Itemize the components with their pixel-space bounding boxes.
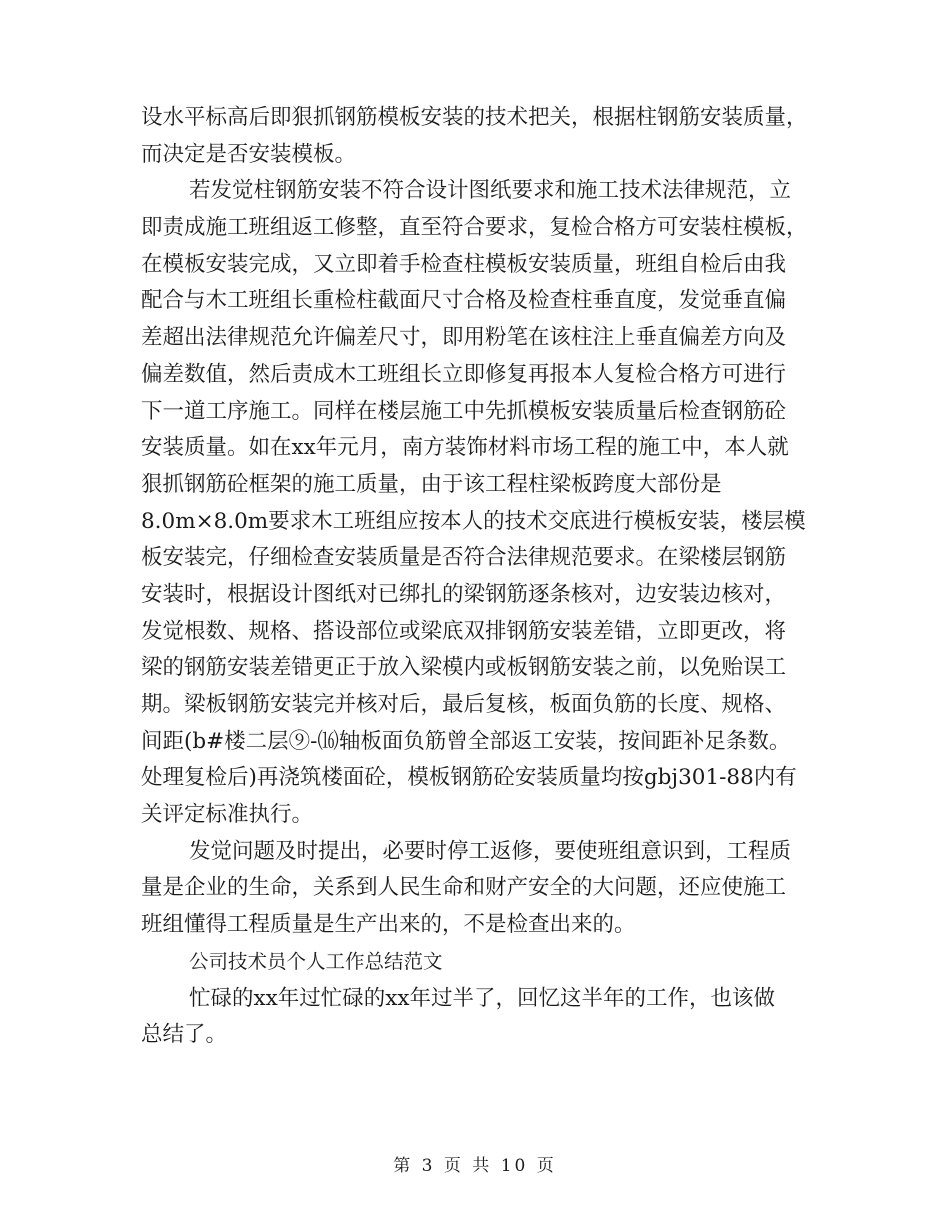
text-line: 设水平标高后即狠抓钢筋模板安装的技术把关，根据柱钢筋安装质量， bbox=[141, 105, 808, 130]
paragraph-first-line: 发觉问题及时提出，必要时停工返修，要使班组意识到，工程质 bbox=[189, 838, 792, 864]
section-heading: 公司技术员个人工作总结范文 bbox=[189, 949, 443, 973]
text-line: 而决定是否安装模板。 bbox=[141, 141, 357, 167]
text-line: 即责成施工班组返工修整，直至符合要求，复检合格方可安装柱模板， bbox=[141, 215, 808, 241]
text-line: 在模板安装完成，又立即着手检查柱模板安装质量，班组自检后由我 bbox=[141, 251, 787, 277]
text-line: 板安装完，仔细检查安装质量是否符合法律规范要求。在梁楼层钢筋 bbox=[141, 545, 787, 571]
text-line: 安装质量。如在xx年元月，南方装饰材料市场工程的施工中，本人就 bbox=[141, 435, 789, 461]
text-line: 期。梁板钢筋安装完并核对后，最后复核，板面负筋的长度、规格、 bbox=[141, 692, 787, 717]
text-line: 间距(b#楼二层⑨-⒃轴板面负筋曾全部返工安装，按间距补足条数。 bbox=[141, 728, 791, 754]
paragraph-first-line: 若发觉柱钢筋安装不符合设计图纸要求和施工技术法律规范，立 bbox=[189, 178, 792, 204]
text-line: 总结了。 bbox=[141, 1022, 228, 1048]
text-line: 关评定标准执行。 bbox=[141, 802, 314, 828]
text-line: 班组懂得工程质量是生产出来的，不是检查出来的。 bbox=[141, 912, 636, 938]
text-line: 8.0m×8.0m要求木工班组应按本人的技术交底进行模板安装，楼层模 bbox=[141, 508, 806, 534]
document-body bbox=[141, 100, 809, 1054]
text-line: 安装时，根据设计图纸对已绑扎的梁钢筋逐条核对，边安装边核对， bbox=[141, 581, 787, 607]
page-number-footer: 第 3 页 共 10 页 bbox=[393, 1156, 557, 1176]
paragraph-first-line: 忙碌的xx年过忙碌的xx年过半了，回忆这半年的工作，也该做 bbox=[189, 985, 776, 1011]
text-line: 梁的钢筋安装差错更正于放入梁模内或板钢筋安装之前，以免贻误工 bbox=[141, 655, 787, 681]
text-line: 偏差数值，然后责成木工班组长立即修复再报本人复检合格方可进行 bbox=[141, 361, 787, 387]
text-line: 下一道工序施工。同样在楼层施工中先抓模板安装质量后检查钢筋砼 bbox=[141, 398, 787, 424]
text-line: 发觉根数、规格、搭设部位或梁底双排钢筋安装差错，立即更改，将 bbox=[141, 618, 787, 644]
text-line: 配合与木工班组长重检柱截面尺寸合格及检查柱垂直度，发觉垂直偏 bbox=[141, 288, 787, 314]
text-line: 处理复检后)再浇筑楼面砼，模板钢筋砼安装质量均按gbj301-88内有 bbox=[141, 765, 797, 791]
text-line: 量是企业的生命，关系到人民生命和财产安全的大问题，还应使施工 bbox=[141, 875, 787, 901]
text-line: 差超出法律规范允许偏差尺寸，即用粉笔在该柱注上垂直偏差方向及 bbox=[141, 325, 787, 351]
text-line: 狠抓钢筋砼框架的施工质量，由于该工程柱梁板跨度大部份是 bbox=[141, 471, 722, 497]
